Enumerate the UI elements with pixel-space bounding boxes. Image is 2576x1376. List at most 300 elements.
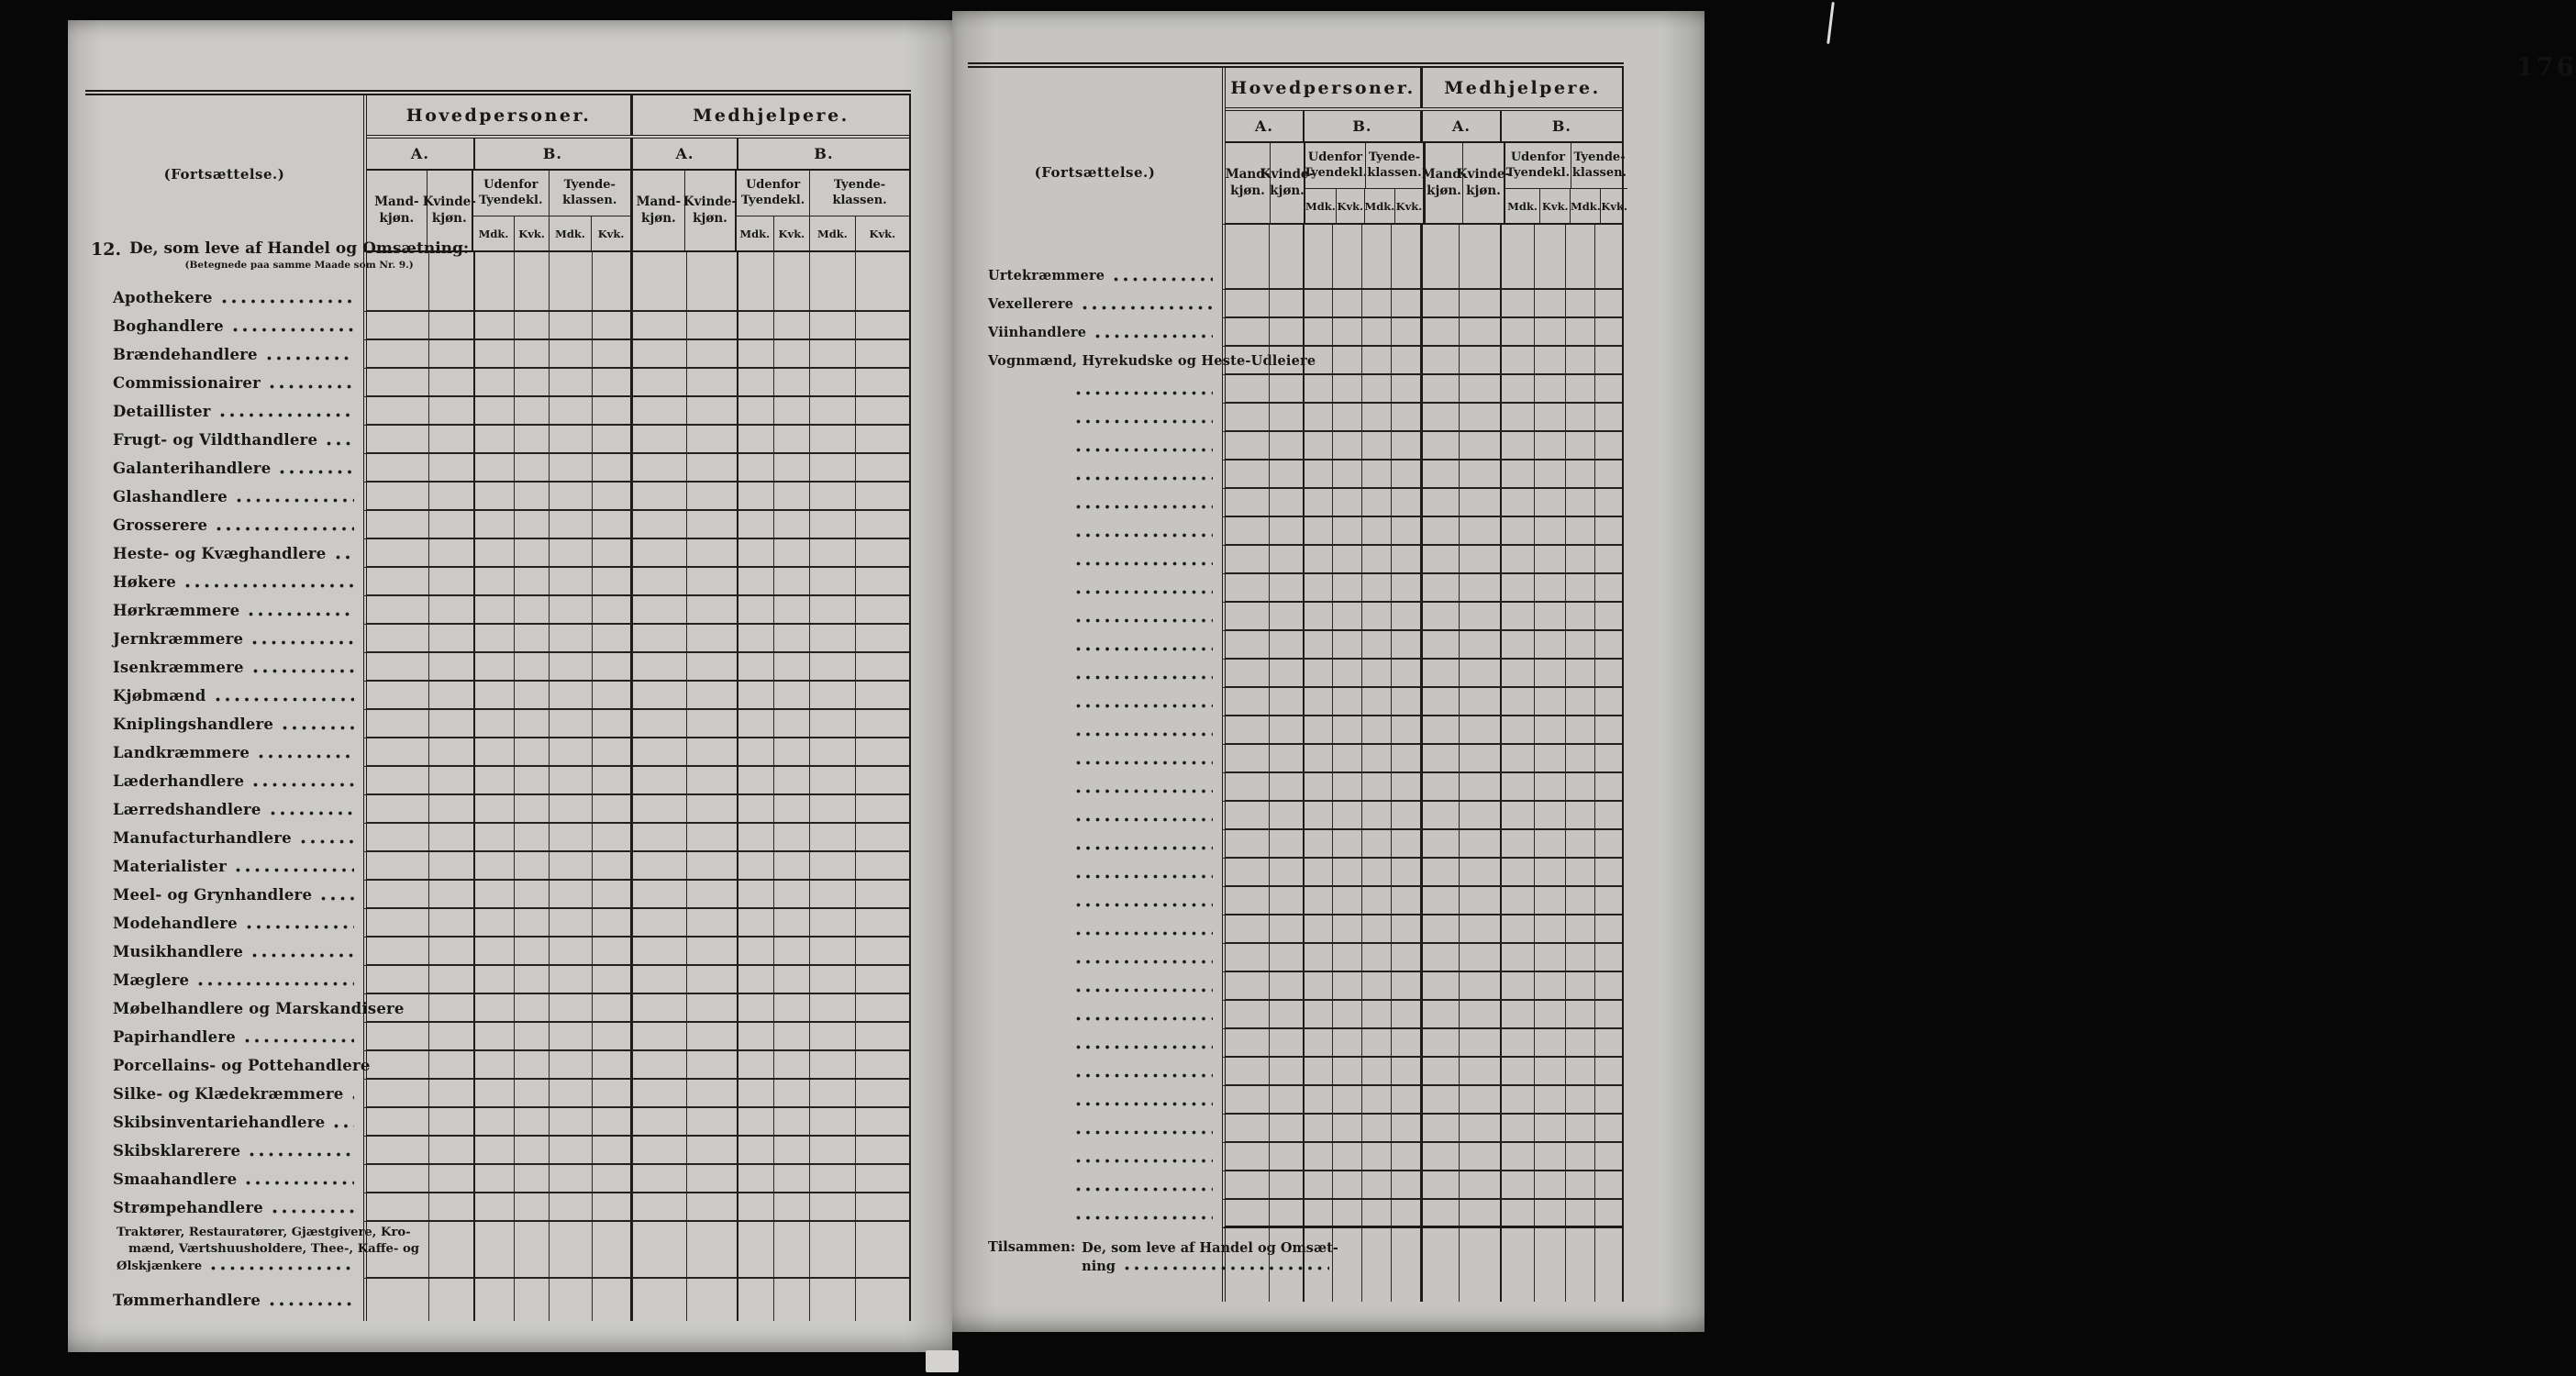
row-label [85,1023,363,1051]
row-cells [363,909,911,938]
b-subheader [1504,143,1627,223]
data-cell [367,738,428,765]
data-cell [428,1080,473,1106]
row-label [85,1279,363,1321]
table-row [85,454,911,483]
row-label [968,261,1222,290]
data-cell [1303,1143,1333,1170]
data-cell [773,252,810,283]
data-cell [1226,944,1269,971]
data-cell [592,1108,631,1135]
data-cell [428,312,473,338]
row-label-text: Skibsinventariehandlere [113,1114,326,1131]
data-cell [809,252,855,283]
subcol-row [367,171,909,250]
data-cell [549,682,592,708]
data-cell [630,994,686,1021]
data-cell [514,767,549,793]
data-cell [1361,802,1392,828]
data-cell [592,483,631,509]
data-cell [1459,745,1499,771]
data-cell [1269,574,1302,601]
data-cell [1361,1200,1392,1226]
blank-row [968,461,1624,489]
data-cell [737,767,773,793]
data-cell [1391,1200,1420,1226]
data-cell [1500,225,1534,261]
blank-row [968,517,1624,546]
data-cell [737,511,773,538]
data-cell [1459,404,1499,430]
data-cell [630,653,686,680]
data-cell [1565,972,1595,999]
data-cell [1565,944,1595,971]
data-cell [367,966,428,993]
data-cell [1332,1228,1361,1302]
dotted-leader [1075,1101,1213,1107]
dotted-leader [1113,276,1213,283]
data-cell [686,1279,736,1321]
data-cell [549,881,592,907]
mdk-header: Mdk. [478,227,509,240]
data-cell [1565,802,1595,828]
data-cell [514,994,549,1021]
data-cell [1303,830,1333,857]
data-cell [473,312,515,338]
data-cell [1391,1029,1420,1056]
data-cell [592,340,631,367]
data-cell [855,625,909,651]
data-cell [773,369,810,395]
dotted-leader [282,725,354,731]
data-cell [1459,915,1499,942]
row-label [85,483,363,511]
dotted-leader [1075,987,1213,993]
dotted-leader [269,1301,354,1307]
data-cell [367,881,428,907]
data-cell [686,1165,736,1192]
data-cell [1420,574,1459,601]
data-cell [1565,489,1595,516]
data-cell [1500,915,1534,942]
blank-row [968,1171,1624,1200]
data-cell [1420,318,1459,345]
blank-row [968,432,1624,461]
data-cell [1594,347,1622,373]
data-cell [737,426,773,452]
data-cell [1459,1171,1499,1198]
data-cell [1303,517,1333,544]
data-cell [1226,631,1269,658]
data-cell [1459,290,1499,316]
data-cell [1500,461,1534,487]
row-label [968,225,1222,261]
data-cell [809,568,855,594]
data-cell [737,483,773,509]
total-prefix: Tilsammen: [988,1239,1076,1255]
data-cell [1500,290,1534,316]
data-cell [1269,1086,1302,1113]
row-label [968,1001,1222,1029]
data-cell [630,596,686,623]
hovedpersoner-header: Hovedpersoner. [405,105,592,126]
servant-class-header: Tyende- klassen. [1571,143,1627,188]
dotted-leader [215,696,354,703]
data-cell [1420,887,1459,914]
data-cell [1534,1171,1565,1198]
data-cell [1303,546,1333,572]
data-cell [549,539,592,566]
data-cell [809,539,855,566]
data-cell [809,1080,855,1106]
data-cell [428,653,473,680]
data-cell [1332,1001,1361,1027]
data-cell [549,824,592,850]
data-cell [549,511,592,538]
data-cell [1361,830,1392,857]
data-cell [1303,802,1333,828]
data-cell [1361,290,1392,316]
data-cell [1459,830,1499,857]
data-cell [428,539,473,566]
dotted-leader [1075,560,1213,567]
data-cell [1459,802,1499,828]
row-label-text: Commissionairer [113,374,261,392]
data-cell [686,653,736,680]
data-cell [1565,1001,1595,1027]
ab-row [1226,111,1622,143]
data-cell [809,710,855,737]
data-cell [809,1023,855,1049]
data-cell [1565,461,1595,487]
row-cells [1222,972,1624,1001]
data-cell [473,767,515,793]
dotted-leader [1075,418,1213,425]
data-cell [1361,972,1392,999]
data-cell [1459,1001,1499,1027]
data-cell [1534,1029,1565,1056]
data-cell [1269,859,1302,885]
data-cell [1534,802,1565,828]
data-cell [367,1080,428,1106]
dotted-leader [197,981,354,987]
data-cell [1459,261,1499,288]
data-cell [1332,546,1361,572]
data-cell [630,1108,686,1135]
data-cell [428,625,473,651]
data-cell [1420,404,1459,430]
row-label [968,745,1222,773]
mdk-header: Mdk. [1364,189,1394,223]
data-cell [1500,745,1534,771]
data-cell [1565,915,1595,942]
data-cell [630,369,686,395]
data-cell [1226,1029,1269,1056]
data-cell [855,653,909,680]
row-label-text: Musikhandlere [113,943,244,960]
data-cell [855,369,909,395]
col-b-header: B. [473,139,630,169]
table-row [85,881,911,909]
data-cell [514,596,549,623]
data-cell [737,340,773,367]
data-cell [514,909,549,936]
table-row [85,511,911,539]
data-cell [1332,859,1361,885]
data-cell [1269,375,1302,402]
data-cell [1332,290,1361,316]
data-cell [1534,915,1565,942]
data-cell [549,283,592,310]
row-label-text: Galanterihandlere [113,460,272,477]
data-cell [737,1051,773,1078]
blank-row [968,887,1624,915]
data-cell [428,596,473,623]
data-cell [686,539,736,566]
data-cell [1500,404,1534,430]
data-cell [1594,1143,1622,1170]
dotted-leader [219,412,354,418]
row-label [85,1137,363,1165]
dotted-leader [258,753,354,760]
row-label [968,660,1222,688]
data-cell [1565,432,1595,459]
data-cell [855,596,909,623]
data-cell [686,312,736,338]
data-cell [514,568,549,594]
data-cell [367,426,428,452]
data-cell [367,1165,428,1192]
data-cell [549,795,592,822]
data-cell [1303,915,1333,942]
data-cell [855,1279,909,1321]
data-cell [855,682,909,708]
row-cells [1222,1143,1624,1171]
data-cell [592,795,631,822]
data-cell [1534,432,1565,459]
blank-row [968,375,1624,404]
data-cell [1391,603,1420,629]
data-cell [1391,574,1420,601]
data-cell [686,426,736,452]
data-cell [1565,290,1595,316]
data-cell [1420,688,1459,715]
data-cell [1303,489,1333,516]
row-cells [1222,546,1624,574]
data-cell [1594,432,1622,459]
data-cell [1500,859,1534,885]
data-cell [1500,944,1534,971]
data-cell [1361,546,1392,572]
data-cell [773,539,810,566]
row-label [968,347,1316,375]
data-cell [1269,773,1302,800]
col-b-header: B. [1303,111,1420,141]
data-cell [1303,404,1333,430]
data-cell [473,568,515,594]
data-cell [428,511,473,538]
data-cell [1332,802,1361,828]
data-cell [473,824,515,850]
page-number: 176 [2516,53,2576,82]
data-cell [1420,1029,1459,1056]
data-cell [773,511,810,538]
row-cells [363,824,911,852]
data-cell [1226,603,1269,629]
data-cell [367,596,428,623]
data-cell [686,1108,736,1135]
data-cell [473,938,515,964]
b-subheader-bottom [1505,189,1627,223]
data-cell [686,252,736,283]
data-cell [1303,603,1333,629]
data-cell [1594,1115,1622,1141]
data-cell [428,881,473,907]
kvk-header: Kvk. [591,216,630,250]
table-row [85,1051,911,1080]
data-cell [592,938,631,964]
col-b-header: B. [737,139,909,169]
data-cell [514,824,549,850]
data-cell [1500,489,1534,516]
dotted-leader [1124,1265,1329,1271]
data-cell [592,539,631,566]
data-cell [1361,261,1392,288]
row-label [85,682,363,710]
table-row [968,290,1624,318]
row-label [85,994,405,1023]
data-cell [428,938,473,964]
data-cell [514,852,549,879]
dotted-leader [1075,1015,1213,1022]
row-label-text: Traktører, Restauratører, Gjæstgivere, Kro- [117,1226,411,1239]
data-cell [1391,830,1420,857]
data-cell [428,483,473,509]
data-cell [592,369,631,395]
row-label-text: Papirhandlere [113,1028,236,1046]
data-cell [1361,915,1392,942]
row-label [85,596,363,625]
data-cell [809,653,855,680]
blank-row [968,660,1624,688]
table-row [85,1108,911,1137]
data-cell [1534,1115,1565,1141]
data-cell [1500,1058,1534,1084]
data-cell [1420,773,1459,800]
row-label [968,688,1222,716]
row-label-text: Brændehandlere [113,346,258,363]
data-cell [1391,802,1420,828]
data-cell [1459,574,1499,601]
data-cell [737,625,773,651]
data-cell [549,852,592,879]
data-cell [773,312,810,338]
row-cells [1222,517,1624,546]
data-cell [686,881,736,907]
row-label [968,375,1222,404]
table-row [85,682,911,710]
row-label-text: Urtekræmmere [988,268,1105,283]
row-cells [363,369,911,397]
row-label [85,1165,363,1193]
data-cell [809,994,855,1021]
data-cell [773,966,810,993]
data-cell [1459,887,1499,914]
data-cell [809,511,855,538]
data-cell [1594,745,1622,771]
data-cell [1565,1228,1595,1302]
data-cell [1500,375,1534,402]
row-label [85,454,363,483]
data-cell [1565,859,1595,885]
data-cell [630,252,686,283]
data-cell [737,1108,773,1135]
data-cell [1361,375,1392,402]
data-cell [549,1023,592,1049]
data-cell [773,1051,810,1078]
data-cell [1500,574,1534,601]
data-cell [630,340,686,367]
data-cell [549,767,592,793]
data-cell [1303,1086,1333,1113]
data-cell [428,397,473,424]
kvk-header: Kvk. [1539,189,1570,223]
data-cell [1226,318,1269,345]
table-row [85,966,911,994]
data-cell [686,1222,736,1277]
data-cell [1303,261,1333,288]
right-table-body [968,225,1624,1302]
data-cell [686,568,736,594]
data-cell [1303,225,1333,261]
data-cell [773,1279,810,1321]
data-cell [686,682,736,708]
data-cell [1420,972,1459,999]
data-cell [428,283,473,310]
row-label [968,716,1222,745]
data-cell [1565,1115,1595,1141]
data-cell [1594,660,1622,686]
data-cell [1594,915,1622,942]
row-label [85,1222,420,1279]
data-cell [1594,603,1622,629]
row-label [85,738,363,767]
dotted-leader [251,952,354,959]
data-cell [1420,944,1459,971]
row-label [85,852,363,881]
data-cell [1361,859,1392,885]
group-row [1226,68,1622,111]
data-cell [737,1193,773,1220]
dotted-leader [1075,589,1213,595]
data-cell [1303,972,1333,999]
row-label-text: Mæglere [113,971,190,989]
data-cell [592,1222,631,1277]
data-cell [367,653,428,680]
row-cells [1222,603,1624,631]
row-label [85,312,363,340]
dotted-leader [245,1180,354,1186]
data-cell [773,994,810,1021]
data-cell [549,1193,592,1220]
data-cell [1269,1029,1302,1056]
data-cell [1361,225,1392,261]
data-cell [686,938,736,964]
kvk-header: Kvk. [855,216,909,250]
data-cell [1303,773,1333,800]
data-cell [1226,225,1269,261]
blank-row [968,972,1624,1001]
